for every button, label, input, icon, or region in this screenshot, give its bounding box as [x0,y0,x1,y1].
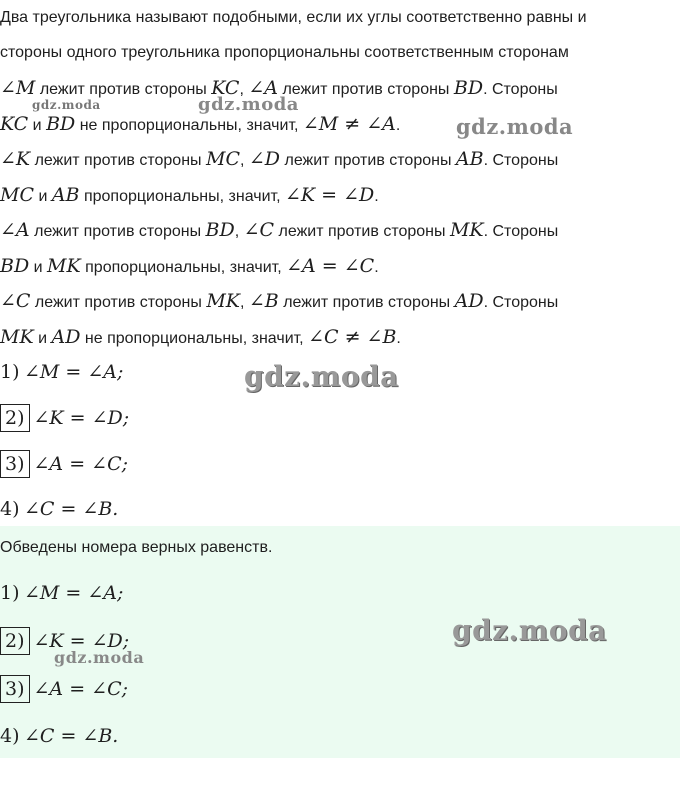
analysis-4-line-b [0,325,401,351]
text: и [29,259,48,276]
side: AB [455,148,484,170]
text: . Стороны [483,81,558,98]
item-expression: ∠K = ∠D; [33,407,130,429]
comma: , [239,81,249,98]
list1-item-4 [0,497,118,523]
side: KC [211,77,240,99]
text: лежит против стороны [29,223,206,240]
item-number: 1) [0,361,20,383]
side: BD [0,255,30,277]
item-expression: ∠A = ∠C; [33,678,129,700]
side: MK [0,326,34,348]
text: лежит против стороны [274,223,450,240]
side: BD [46,113,76,135]
text: и [28,117,47,134]
comma: , [234,223,244,240]
period: . [374,259,379,276]
answer-item-1 [0,581,123,607]
watermark: gdz.moda [452,614,607,647]
side: MC [205,148,240,170]
angle: ∠C [243,219,275,241]
item-expression: ∠M = ∠A; [23,582,124,604]
answer-caption: Обведены номера верных равенств. [0,539,273,556]
answer-item-3 [0,675,128,703]
period: . [396,330,401,347]
angle: ∠K [0,148,31,170]
result: ∠M ≠ ∠A [302,113,396,135]
boxed-item-number: 3) [0,450,30,478]
watermark: gdz.moda [244,360,399,393]
side: AD [51,326,81,348]
item-expression: ∠M = ∠A; [23,361,124,383]
item-expression: ∠K = ∠D; [33,630,130,652]
item-expression: ∠C = ∠B. [23,498,119,520]
analysis-4-line-a [0,289,558,315]
text: лежит против стороны [30,294,207,311]
text: . Стороны [483,294,559,311]
period: . [374,188,379,205]
result: ∠K = ∠D [284,184,375,206]
list1-item-2 [0,404,129,432]
watermark: gdz.moda [32,98,101,112]
text: и [34,188,52,205]
text: . Стороны [483,223,559,240]
item-number: 4) [0,498,20,520]
analysis-1-line-b [0,112,400,138]
analysis-3-line-b [0,254,379,280]
comma: , [239,152,249,169]
watermark: gdz.moda [54,648,145,667]
angle: ∠B [248,290,279,312]
side: BD [453,77,484,99]
boxed-item-number: 2) [0,627,30,655]
answer-item-4 [0,724,118,750]
item-number: 4) [0,725,20,747]
angle: ∠C [0,290,31,312]
result: ∠C ≠ ∠B [308,326,397,348]
text: не пропорциональны, значит, [75,117,303,134]
angle: ∠D [248,148,281,170]
watermark: gdz.moda [456,114,574,139]
result: ∠A = ∠C [286,255,375,277]
text: пропорциональны, значит, [79,188,285,205]
list1-item-3 [0,450,128,478]
text: лежит против стороны [30,152,206,169]
side: MK [449,219,484,241]
comma: , [239,294,249,311]
side: KC [0,113,29,135]
text: . Стороны [483,152,559,169]
item-number: 1) [0,582,20,604]
angle: ∠A [248,77,279,99]
text: лежит против стороны [278,294,455,311]
intro-line-2: стороны одного треугольника пропорциональны соответственным сторонам [0,44,569,61]
period: . [395,117,401,134]
text: и [33,330,52,347]
analysis-2-line-a [0,147,558,173]
angle: ∠A [0,219,30,241]
text: лежит против стороны [280,152,456,169]
analysis-3-line-a [0,218,558,244]
side: MC [0,184,34,206]
side: MK [206,290,240,312]
item-expression: ∠C = ∠B. [23,725,119,747]
intro-line-1: Два треугольника называют подобными, если их углы соответственно равны и [0,9,587,26]
watermark: gdz.moda [198,94,299,115]
item-expression: ∠A = ∠C; [33,453,129,475]
boxed-item-number: 3) [0,675,30,703]
side: AD [454,290,484,312]
side: AB [51,184,80,206]
angle: ∠M [0,77,36,99]
list1-item-1 [0,360,123,386]
boxed-item-number: 2) [0,404,30,432]
side: BD [205,219,235,241]
text: не пропорциональны, значит, [80,330,309,347]
side: MK [47,255,81,277]
text: лежит против стороны [35,81,212,98]
text: лежит против стороны [278,81,454,98]
analysis-2-line-b [0,183,379,209]
text: пропорциональны, значит, [80,259,287,276]
